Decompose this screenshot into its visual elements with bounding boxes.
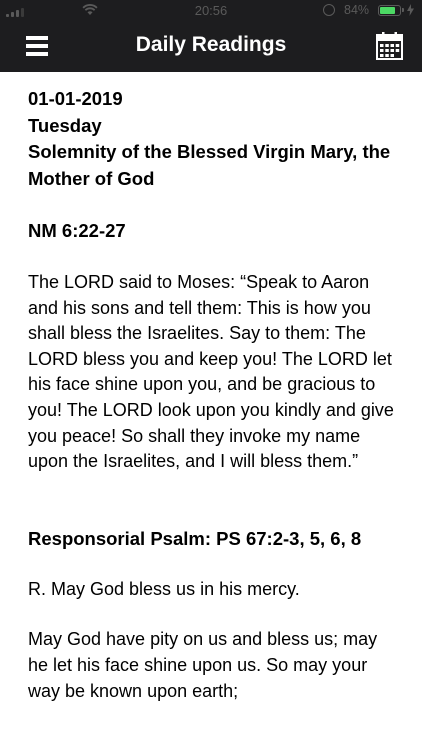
orientation-lock-icon xyxy=(323,4,335,16)
first-reading-reference: NM 6:22-27 xyxy=(28,220,126,241)
reading-content xyxy=(28,86,400,704)
top-bar xyxy=(0,0,422,72)
battery-icon xyxy=(378,5,401,16)
battery-percent: 84% xyxy=(344,3,370,17)
calendar-button[interactable] xyxy=(376,32,403,60)
feast-title: Solemnity of the Blessed Virgin Mary, the Mother of God xyxy=(28,141,391,189)
page-title: Daily Readings xyxy=(135,33,287,56)
charging-icon xyxy=(407,4,414,16)
nav-bar xyxy=(0,22,422,72)
calendar-icon xyxy=(376,32,403,60)
first-reading-text: The LORD said to Moses: “Speak to Aaron and his sons and tell them: This is how you shall bless the Israelites. Say to them: The LORD bless you and keep you! The LORD let his face shine upon you, and be gracious to you! The LORD look upon you kindly and give you peace! So shall they invoke my name upon the Israelites, and I will bless them.” xyxy=(28,272,394,472)
psalm-reference: Responsorial Psalm: PS 67:2-3, 5, 6, 8 xyxy=(28,527,362,549)
psalm-verse: May God have pity on us and bless us; may he let his face shine upon us. So may your way be known upon earth; xyxy=(28,629,378,701)
psalm-response: R. May God bless us in his mercy. xyxy=(28,578,300,599)
status-time: 20:56 xyxy=(194,3,228,18)
status-bar xyxy=(0,0,422,22)
reading-weekday: Tuesday xyxy=(28,114,102,136)
battery-fill xyxy=(380,7,395,14)
reading-date: 01-01-2019 xyxy=(28,88,123,109)
